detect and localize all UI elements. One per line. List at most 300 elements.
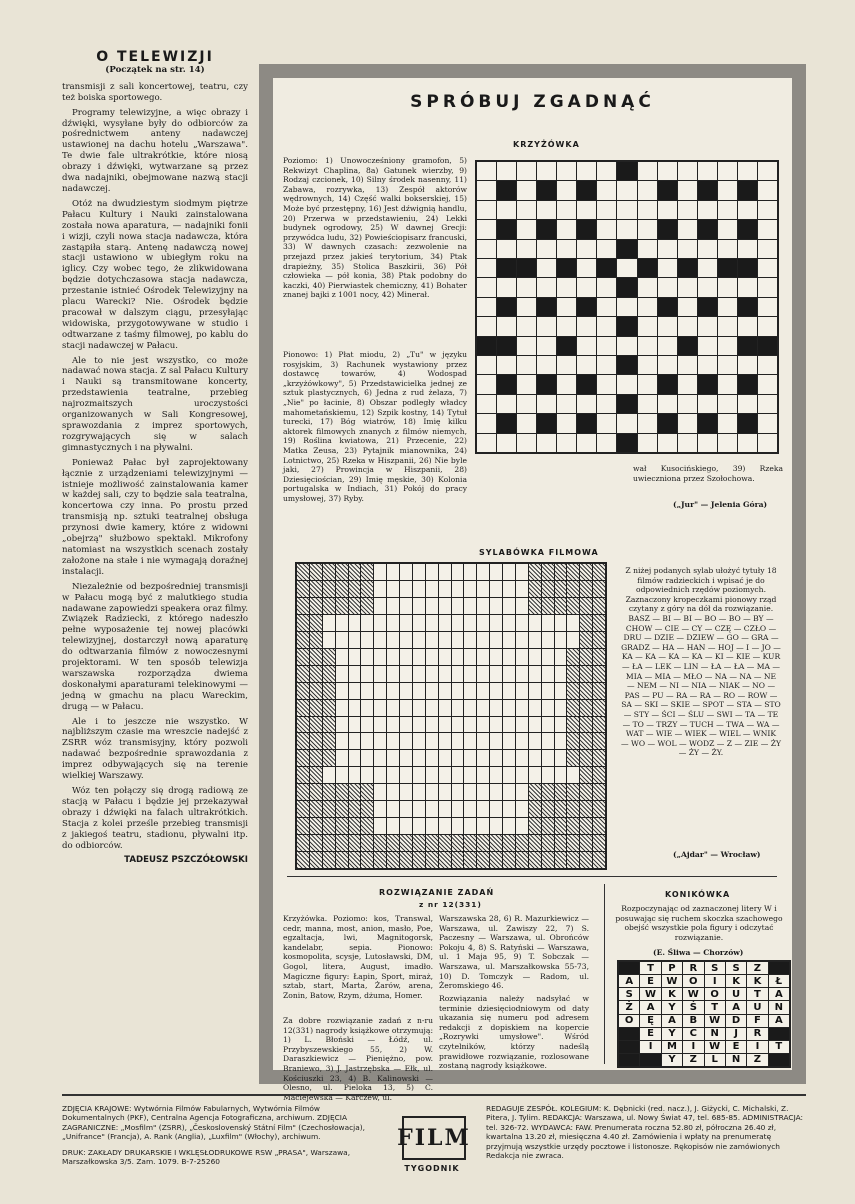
sylabowka-cell[interactable] (490, 598, 502, 614)
crossword-cell[interactable] (517, 317, 536, 335)
crossword-cell[interactable] (597, 337, 616, 355)
sylabowka-cell[interactable] (555, 767, 567, 783)
sylabowka-cell[interactable] (400, 598, 412, 614)
crossword-cell[interactable] (497, 395, 516, 413)
sylabowka-cell[interactable] (387, 683, 399, 699)
sylabowka-cell[interactable] (477, 818, 489, 834)
crossword-cell[interactable] (718, 356, 737, 374)
crossword-cell[interactable] (617, 259, 636, 277)
crossword-cell[interactable] (617, 375, 636, 393)
sylabowka-cell[interactable] (439, 767, 451, 783)
crossword-cell[interactable] (718, 181, 737, 199)
crossword-cell[interactable] (557, 356, 576, 374)
crossword-cell[interactable] (597, 240, 616, 258)
crossword-cell[interactable] (577, 356, 596, 374)
sylabowka-cell[interactable] (426, 683, 438, 699)
sylabowka-cell[interactable] (323, 767, 335, 783)
crossword-cell[interactable] (517, 356, 536, 374)
sylabowka-cell[interactable] (426, 632, 438, 648)
sylabowka-cell[interactable] (439, 733, 451, 749)
crossword-cell[interactable] (718, 201, 737, 219)
crossword-cell[interactable] (758, 162, 777, 180)
sylabowka-cell[interactable] (452, 784, 464, 800)
sylabowka-cell[interactable] (374, 700, 386, 716)
crossword-cell[interactable] (597, 220, 616, 238)
sylabowka-cell[interactable] (503, 784, 515, 800)
sylabowka-cell[interactable] (529, 683, 541, 699)
sylabowka-cell[interactable] (555, 717, 567, 733)
crossword-cell[interactable] (718, 240, 737, 258)
crossword-grid[interactable] (475, 160, 779, 454)
crossword-cell[interactable] (638, 181, 657, 199)
sylabowka-cell[interactable] (452, 750, 464, 766)
sylabowka-cell[interactable] (336, 700, 348, 716)
sylabowka-cell[interactable] (516, 717, 528, 733)
crossword-cell[interactable] (638, 395, 657, 413)
crossword-cell[interactable] (718, 375, 737, 393)
sylabowka-cell[interactable] (426, 767, 438, 783)
crossword-cell[interactable] (738, 240, 757, 258)
sylabowka-cell[interactable] (555, 683, 567, 699)
crossword-cell[interactable] (678, 240, 697, 258)
crossword-cell[interactable] (758, 375, 777, 393)
crossword-cell[interactable] (758, 317, 777, 335)
sylabowka-cell[interactable] (439, 700, 451, 716)
sylabowka-cell[interactable] (542, 649, 554, 665)
sylabowka-cell[interactable] (413, 767, 425, 783)
sylabowka-cell[interactable] (323, 615, 335, 631)
sylabowka-cell[interactable] (477, 598, 489, 614)
sylabowka-cell[interactable] (503, 700, 515, 716)
crossword-cell[interactable] (517, 375, 536, 393)
crossword-cell[interactable] (597, 181, 616, 199)
sylabowka-cell[interactable] (490, 632, 502, 648)
sylabowka-cell[interactable] (555, 632, 567, 648)
sylabowka-cell[interactable] (426, 818, 438, 834)
sylabowka-cell[interactable] (542, 632, 554, 648)
sylabowka-cell[interactable] (400, 649, 412, 665)
sylabowka-cell[interactable] (349, 700, 361, 716)
sylabowka-cell[interactable] (439, 615, 451, 631)
sylabowka-cell[interactable] (555, 750, 567, 766)
sylabowka-cell[interactable] (400, 700, 412, 716)
sylabowka-cell[interactable] (452, 683, 464, 699)
crossword-cell[interactable] (597, 375, 616, 393)
crossword-cell[interactable] (597, 278, 616, 296)
sylabowka-cell[interactable] (452, 649, 464, 665)
sylabowka-cell[interactable] (464, 632, 476, 648)
sylabowka-cell[interactable] (452, 581, 464, 597)
crossword-cell[interactable] (678, 414, 697, 432)
sylabowka-cell[interactable] (374, 750, 386, 766)
crossword-cell[interactable] (537, 259, 556, 277)
crossword-cell[interactable] (718, 337, 737, 355)
sylabowka-cell[interactable] (503, 666, 515, 682)
sylabowka-cell[interactable] (400, 801, 412, 817)
crossword-cell[interactable] (678, 375, 697, 393)
sylabowka-cell[interactable] (477, 717, 489, 733)
sylabowka-cell[interactable] (464, 733, 476, 749)
crossword-cell[interactable] (537, 337, 556, 355)
crossword-cell[interactable] (477, 220, 496, 238)
sylabowka-cell[interactable] (503, 683, 515, 699)
crossword-cell[interactable] (517, 278, 536, 296)
crossword-cell[interactable] (678, 317, 697, 335)
sylabowka-cell[interactable] (477, 564, 489, 580)
sylabowka-cell[interactable] (349, 683, 361, 699)
sylabowka-cell[interactable] (555, 649, 567, 665)
crossword-cell[interactable] (638, 375, 657, 393)
sylabowka-cell[interactable] (503, 818, 515, 834)
sylabowka-cell[interactable] (452, 801, 464, 817)
sylabowka-cell[interactable] (387, 784, 399, 800)
crossword-cell[interactable] (698, 278, 717, 296)
sylabowka-cell[interactable] (413, 683, 425, 699)
sylabowka-cell[interactable] (374, 581, 386, 597)
crossword-cell[interactable] (597, 162, 616, 180)
crossword-cell[interactable] (758, 220, 777, 238)
sylabowka-cell[interactable] (452, 717, 464, 733)
sylabowka-cell[interactable] (439, 598, 451, 614)
crossword-cell[interactable] (718, 317, 737, 335)
sylabowka-cell[interactable] (452, 700, 464, 716)
sylabowka-cell[interactable] (529, 700, 541, 716)
sylabowka-cell[interactable] (464, 818, 476, 834)
crossword-cell[interactable] (698, 201, 717, 219)
crossword-cell[interactable] (658, 337, 677, 355)
crossword-cell[interactable] (517, 337, 536, 355)
sylabowka-cell[interactable] (555, 615, 567, 631)
crossword-cell[interactable] (658, 434, 677, 452)
sylabowka-cell[interactable] (516, 733, 528, 749)
sylabowka-cell[interactable] (413, 700, 425, 716)
sylabowka-cell[interactable] (542, 750, 554, 766)
crossword-cell[interactable] (698, 434, 717, 452)
crossword-cell[interactable] (557, 375, 576, 393)
sylabowka-cell[interactable] (464, 598, 476, 614)
sylabowka-cell[interactable] (439, 632, 451, 648)
crossword-cell[interactable] (517, 298, 536, 316)
crossword-cell[interactable] (577, 240, 596, 258)
crossword-cell[interactable] (758, 395, 777, 413)
sylabowka-cell[interactable] (361, 649, 373, 665)
sylabowka-cell[interactable] (477, 666, 489, 682)
crossword-cell[interactable] (718, 434, 737, 452)
sylabowka-cell[interactable] (516, 784, 528, 800)
sylabowka-cell[interactable] (567, 767, 579, 783)
crossword-cell[interactable] (517, 220, 536, 238)
sylabowka-cell[interactable] (542, 700, 554, 716)
crossword-cell[interactable] (678, 220, 697, 238)
sylabowka-cell[interactable] (477, 683, 489, 699)
sylabowka-cell[interactable] (503, 767, 515, 783)
crossword-cell[interactable] (597, 298, 616, 316)
sylabowka-cell[interactable] (555, 733, 567, 749)
sylabowka-cell[interactable] (490, 666, 502, 682)
crossword-cell[interactable] (698, 337, 717, 355)
crossword-cell[interactable] (658, 278, 677, 296)
crossword-cell[interactable] (577, 162, 596, 180)
sylabowka-cell[interactable] (413, 666, 425, 682)
sylabowka-cell[interactable] (413, 801, 425, 817)
crossword-cell[interactable] (678, 298, 697, 316)
sylabowka-cell[interactable] (529, 632, 541, 648)
crossword-cell[interactable] (597, 317, 616, 335)
crossword-cell[interactable] (517, 201, 536, 219)
crossword-cell[interactable] (557, 181, 576, 199)
crossword-cell[interactable] (557, 240, 576, 258)
sylabowka-cell[interactable] (336, 717, 348, 733)
sylabowka-cell[interactable] (439, 649, 451, 665)
crossword-cell[interactable] (718, 162, 737, 180)
crossword-cell[interactable] (537, 278, 556, 296)
crossword-cell[interactable] (738, 278, 757, 296)
crossword-cell[interactable] (517, 434, 536, 452)
sylabowka-cell[interactable] (516, 683, 528, 699)
sylabowka-cell[interactable] (361, 666, 373, 682)
crossword-cell[interactable] (658, 201, 677, 219)
crossword-cell[interactable] (638, 201, 657, 219)
sylabowka-cell[interactable] (516, 750, 528, 766)
sylabowka-cell[interactable] (439, 818, 451, 834)
sylabowka-cell[interactable] (387, 818, 399, 834)
crossword-cell[interactable] (577, 395, 596, 413)
sylabowka-cell[interactable] (400, 750, 412, 766)
crossword-cell[interactable] (738, 356, 757, 374)
sylabowka-cell[interactable] (413, 564, 425, 580)
sylabowka-cell[interactable] (374, 784, 386, 800)
sylabowka-cell[interactable] (503, 649, 515, 665)
crossword-cell[interactable] (698, 356, 717, 374)
crossword-cell[interactable] (718, 395, 737, 413)
sylabowka-cell[interactable] (439, 784, 451, 800)
sylabowka-cell[interactable] (452, 564, 464, 580)
crossword-cell[interactable] (658, 356, 677, 374)
sylabowka-cell[interactable] (400, 717, 412, 733)
sylabowka-cell[interactable] (336, 767, 348, 783)
sylabowka-cell[interactable] (374, 801, 386, 817)
sylabowka-cell[interactable] (349, 666, 361, 682)
crossword-cell[interactable] (497, 162, 516, 180)
crossword-cell[interactable] (597, 395, 616, 413)
crossword-cell[interactable] (638, 298, 657, 316)
sylabowka-cell[interactable] (477, 632, 489, 648)
crossword-cell[interactable] (638, 356, 657, 374)
crossword-cell[interactable] (577, 337, 596, 355)
sylabowka-cell[interactable] (542, 733, 554, 749)
crossword-cell[interactable] (617, 220, 636, 238)
sylabowka-cell[interactable] (336, 750, 348, 766)
sylabowka-cell[interactable] (426, 733, 438, 749)
sylabowka-cell[interactable] (400, 632, 412, 648)
sylabowka-cell[interactable] (542, 683, 554, 699)
sylabowka-cell[interactable] (503, 750, 515, 766)
sylabowka-cell[interactable] (426, 581, 438, 597)
sylabowka-cell[interactable] (400, 615, 412, 631)
crossword-cell[interactable] (738, 201, 757, 219)
sylabowka-cell[interactable] (516, 632, 528, 648)
sylabowka-cell[interactable] (477, 649, 489, 665)
crossword-cell[interactable] (758, 240, 777, 258)
sylabowka-cell[interactable] (452, 818, 464, 834)
sylabowka-cell[interactable] (477, 615, 489, 631)
crossword-cell[interactable] (477, 162, 496, 180)
crossword-cell[interactable] (557, 201, 576, 219)
crossword-cell[interactable] (678, 356, 697, 374)
crossword-cell[interactable] (698, 317, 717, 335)
sylabowka-cell[interactable] (374, 818, 386, 834)
crossword-cell[interactable] (477, 240, 496, 258)
sylabowka-cell[interactable] (516, 700, 528, 716)
sylabowka-cell[interactable] (567, 632, 579, 648)
sylabowka-cell[interactable] (439, 717, 451, 733)
sylabowka-cell[interactable] (439, 564, 451, 580)
crossword-cell[interactable] (477, 434, 496, 452)
crossword-cell[interactable] (517, 395, 536, 413)
crossword-cell[interactable] (557, 278, 576, 296)
crossword-cell[interactable] (678, 278, 697, 296)
sylabowka-cell[interactable] (490, 717, 502, 733)
sylabowka-cell[interactable] (413, 818, 425, 834)
sylabowka-cell[interactable] (361, 750, 373, 766)
sylabowka-cell[interactable] (361, 632, 373, 648)
sylabowka-cell[interactable] (452, 598, 464, 614)
sylabowka-cell[interactable] (452, 733, 464, 749)
sylabowka-cell[interactable] (477, 733, 489, 749)
crossword-cell[interactable] (477, 259, 496, 277)
sylabowka-cell[interactable] (336, 666, 348, 682)
crossword-cell[interactable] (557, 220, 576, 238)
crossword-cell[interactable] (698, 240, 717, 258)
sylabowka-cell[interactable] (361, 683, 373, 699)
crossword-cell[interactable] (738, 395, 757, 413)
sylabowka-cell[interactable] (452, 615, 464, 631)
crossword-cell[interactable] (577, 201, 596, 219)
sylabowka-cell[interactable] (490, 649, 502, 665)
sylabowka-cell[interactable] (387, 801, 399, 817)
sylabowka-cell[interactable] (387, 581, 399, 597)
konikowka-grid[interactable] (617, 960, 791, 1068)
sylabowka-cell[interactable] (516, 767, 528, 783)
sylabowka-cell[interactable] (555, 666, 567, 682)
sylabowka-cell[interactable] (490, 750, 502, 766)
sylabowka-cell[interactable] (439, 666, 451, 682)
sylabowka-cell[interactable] (477, 700, 489, 716)
crossword-cell[interactable] (658, 317, 677, 335)
crossword-cell[interactable] (617, 337, 636, 355)
sylabowka-cell[interactable] (464, 784, 476, 800)
crossword-cell[interactable] (718, 414, 737, 432)
sylabowka-cell[interactable] (490, 784, 502, 800)
sylabowka-cell[interactable] (490, 700, 502, 716)
crossword-cell[interactable] (537, 162, 556, 180)
crossword-cell[interactable] (597, 434, 616, 452)
sylabowka-cell[interactable] (400, 818, 412, 834)
sylabowka-cell[interactable] (503, 733, 515, 749)
sylabowka-cell[interactable] (490, 733, 502, 749)
sylabowka-cell[interactable] (374, 733, 386, 749)
crossword-cell[interactable] (477, 414, 496, 432)
crossword-cell[interactable] (597, 201, 616, 219)
crossword-cell[interactable] (658, 162, 677, 180)
crossword-cell[interactable] (758, 201, 777, 219)
crossword-cell[interactable] (617, 181, 636, 199)
sylabowka-cell[interactable] (374, 649, 386, 665)
sylabowka-cell[interactable] (503, 632, 515, 648)
crossword-cell[interactable] (477, 181, 496, 199)
sylabowka-cell[interactable] (464, 581, 476, 597)
crossword-cell[interactable] (638, 220, 657, 238)
crossword-cell[interactable] (517, 240, 536, 258)
sylabowka-cell[interactable] (400, 666, 412, 682)
crossword-cell[interactable] (577, 317, 596, 335)
sylabowka-cell[interactable] (361, 700, 373, 716)
sylabowka-cell[interactable] (374, 666, 386, 682)
crossword-cell[interactable] (658, 259, 677, 277)
crossword-cell[interactable] (638, 162, 657, 180)
sylabowka-cell[interactable] (516, 598, 528, 614)
sylabowka-cell[interactable] (349, 750, 361, 766)
crossword-cell[interactable] (537, 356, 556, 374)
sylabowka-cell[interactable] (349, 717, 361, 733)
sylabowka-cell[interactable] (387, 598, 399, 614)
sylabowka-cell[interactable] (426, 784, 438, 800)
sylabowka-cell[interactable] (426, 615, 438, 631)
sylabowka-cell[interactable] (387, 750, 399, 766)
crossword-cell[interactable] (477, 298, 496, 316)
sylabowka-cell[interactable] (387, 649, 399, 665)
sylabowka-cell[interactable] (516, 581, 528, 597)
sylabowka-cell[interactable] (477, 784, 489, 800)
crossword-cell[interactable] (497, 434, 516, 452)
sylabowka-cell[interactable] (413, 581, 425, 597)
crossword-cell[interactable] (698, 259, 717, 277)
sylabowka-cell[interactable] (529, 767, 541, 783)
sylabowka-cell[interactable] (349, 632, 361, 648)
crossword-cell[interactable] (678, 434, 697, 452)
sylabowka-cell[interactable] (503, 564, 515, 580)
crossword-cell[interactable] (477, 317, 496, 335)
crossword-cell[interactable] (758, 414, 777, 432)
crossword-cell[interactable] (718, 278, 737, 296)
sylabowka-cell[interactable] (426, 649, 438, 665)
sylabowka-cell[interactable] (374, 598, 386, 614)
sylabowka-cell[interactable] (452, 767, 464, 783)
sylabowka-cell[interactable] (439, 581, 451, 597)
crossword-cell[interactable] (738, 162, 757, 180)
sylabowka-cell[interactable] (464, 717, 476, 733)
sylabowka-cell[interactable] (464, 700, 476, 716)
sylabowka-cell[interactable] (567, 615, 579, 631)
crossword-cell[interactable] (497, 317, 516, 335)
sylabowka-cell[interactable] (374, 683, 386, 699)
sylabowka-cell[interactable] (542, 666, 554, 682)
sylabowka-cell[interactable] (503, 581, 515, 597)
sylabowka-cell[interactable] (503, 717, 515, 733)
crossword-cell[interactable] (617, 414, 636, 432)
crossword-cell[interactable] (497, 356, 516, 374)
crossword-cell[interactable] (517, 414, 536, 432)
sylabowka-cell[interactable] (516, 564, 528, 580)
sylabowka-cell[interactable] (529, 649, 541, 665)
crossword-cell[interactable] (597, 356, 616, 374)
crossword-cell[interactable] (678, 181, 697, 199)
sylabowka-cell[interactable] (387, 733, 399, 749)
sylabowka-cell[interactable] (336, 632, 348, 648)
sylabowka-cell[interactable] (387, 564, 399, 580)
sylabowka-cell[interactable] (400, 767, 412, 783)
sylabowka-cell[interactable] (413, 784, 425, 800)
